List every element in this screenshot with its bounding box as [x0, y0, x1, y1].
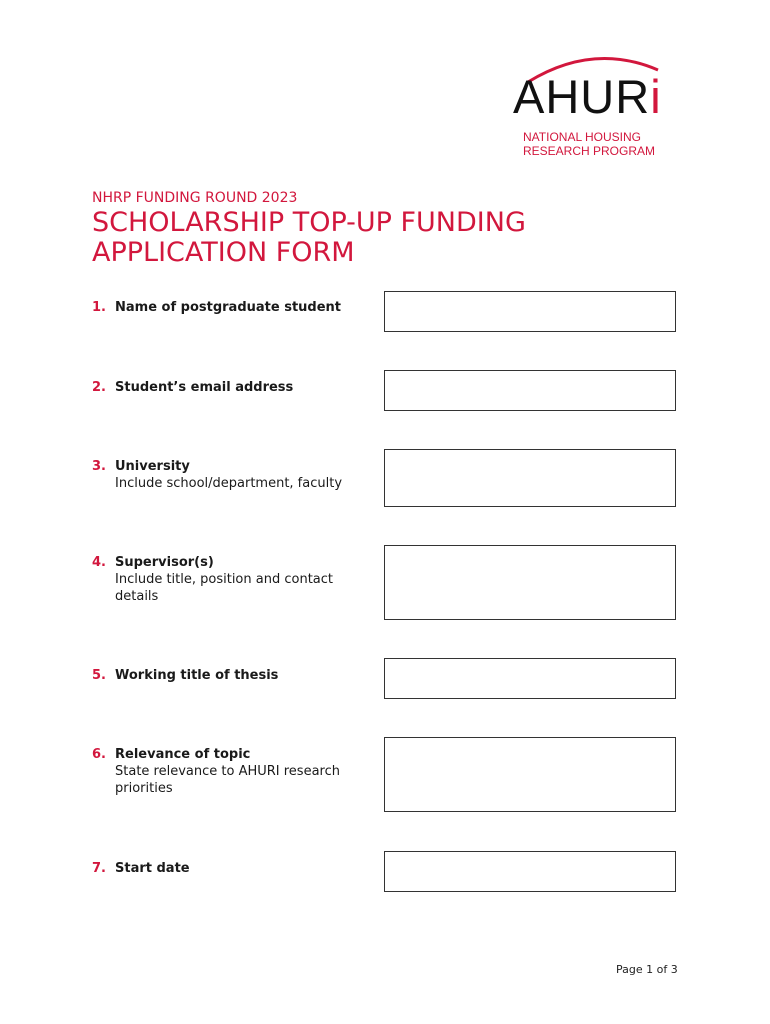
page-title: SCHOLARSHIP TOP-UP FUNDING APPLICATION FORM: [92, 207, 526, 268]
funding-round-label: NHRP FUNDING ROUND 2023: [92, 190, 298, 206]
question-1: [92, 299, 372, 316]
thesis-title-field[interactable]: [384, 658, 676, 699]
question-2: [92, 379, 372, 396]
question-label: University: [115, 459, 190, 474]
question-4: [92, 554, 372, 605]
question-number: 2.: [92, 380, 106, 395]
question-number: 3.: [92, 459, 106, 474]
university-field[interactable]: [384, 449, 676, 507]
question-number: 5.: [92, 668, 106, 683]
question-3: [92, 458, 372, 492]
question-number: 6.: [92, 747, 106, 762]
logo-accent-letter: i: [650, 70, 662, 123]
student-name-field[interactable]: [384, 291, 676, 332]
question-hint: State relevance to AHURI research priorities: [115, 764, 340, 796]
question-label: Relevance of topic: [115, 747, 251, 762]
question-6: [92, 746, 372, 797]
question-5: [92, 667, 372, 684]
relevance-field[interactable]: [384, 737, 676, 812]
ahuri-logo: [508, 48, 683, 163]
question-hint: Include school/department, faculty: [115, 476, 343, 491]
question-number: 1.: [92, 300, 106, 315]
question-number: 4.: [92, 555, 106, 570]
question-label: Start date: [115, 861, 190, 876]
question-number: 7.: [92, 861, 106, 876]
logo-word: AHUR: [513, 70, 651, 123]
email-field[interactable]: [384, 370, 676, 411]
start-date-field[interactable]: [384, 851, 676, 892]
supervisor-field[interactable]: [384, 545, 676, 620]
logo-subtitle: NATIONAL HOUSING RESEARCH PROGRAM: [523, 130, 656, 158]
page-number: Page 1 of 3: [616, 963, 678, 976]
question-label: Working title of thesis: [115, 668, 279, 683]
question-label: Supervisor(s): [115, 555, 214, 570]
logo-wordmark: [513, 72, 662, 122]
question-label: Student’s email address: [115, 380, 294, 395]
question-7: [92, 860, 372, 877]
question-hint: Include title, position and contact details: [115, 572, 333, 604]
question-label: Name of postgraduate student: [115, 300, 342, 315]
